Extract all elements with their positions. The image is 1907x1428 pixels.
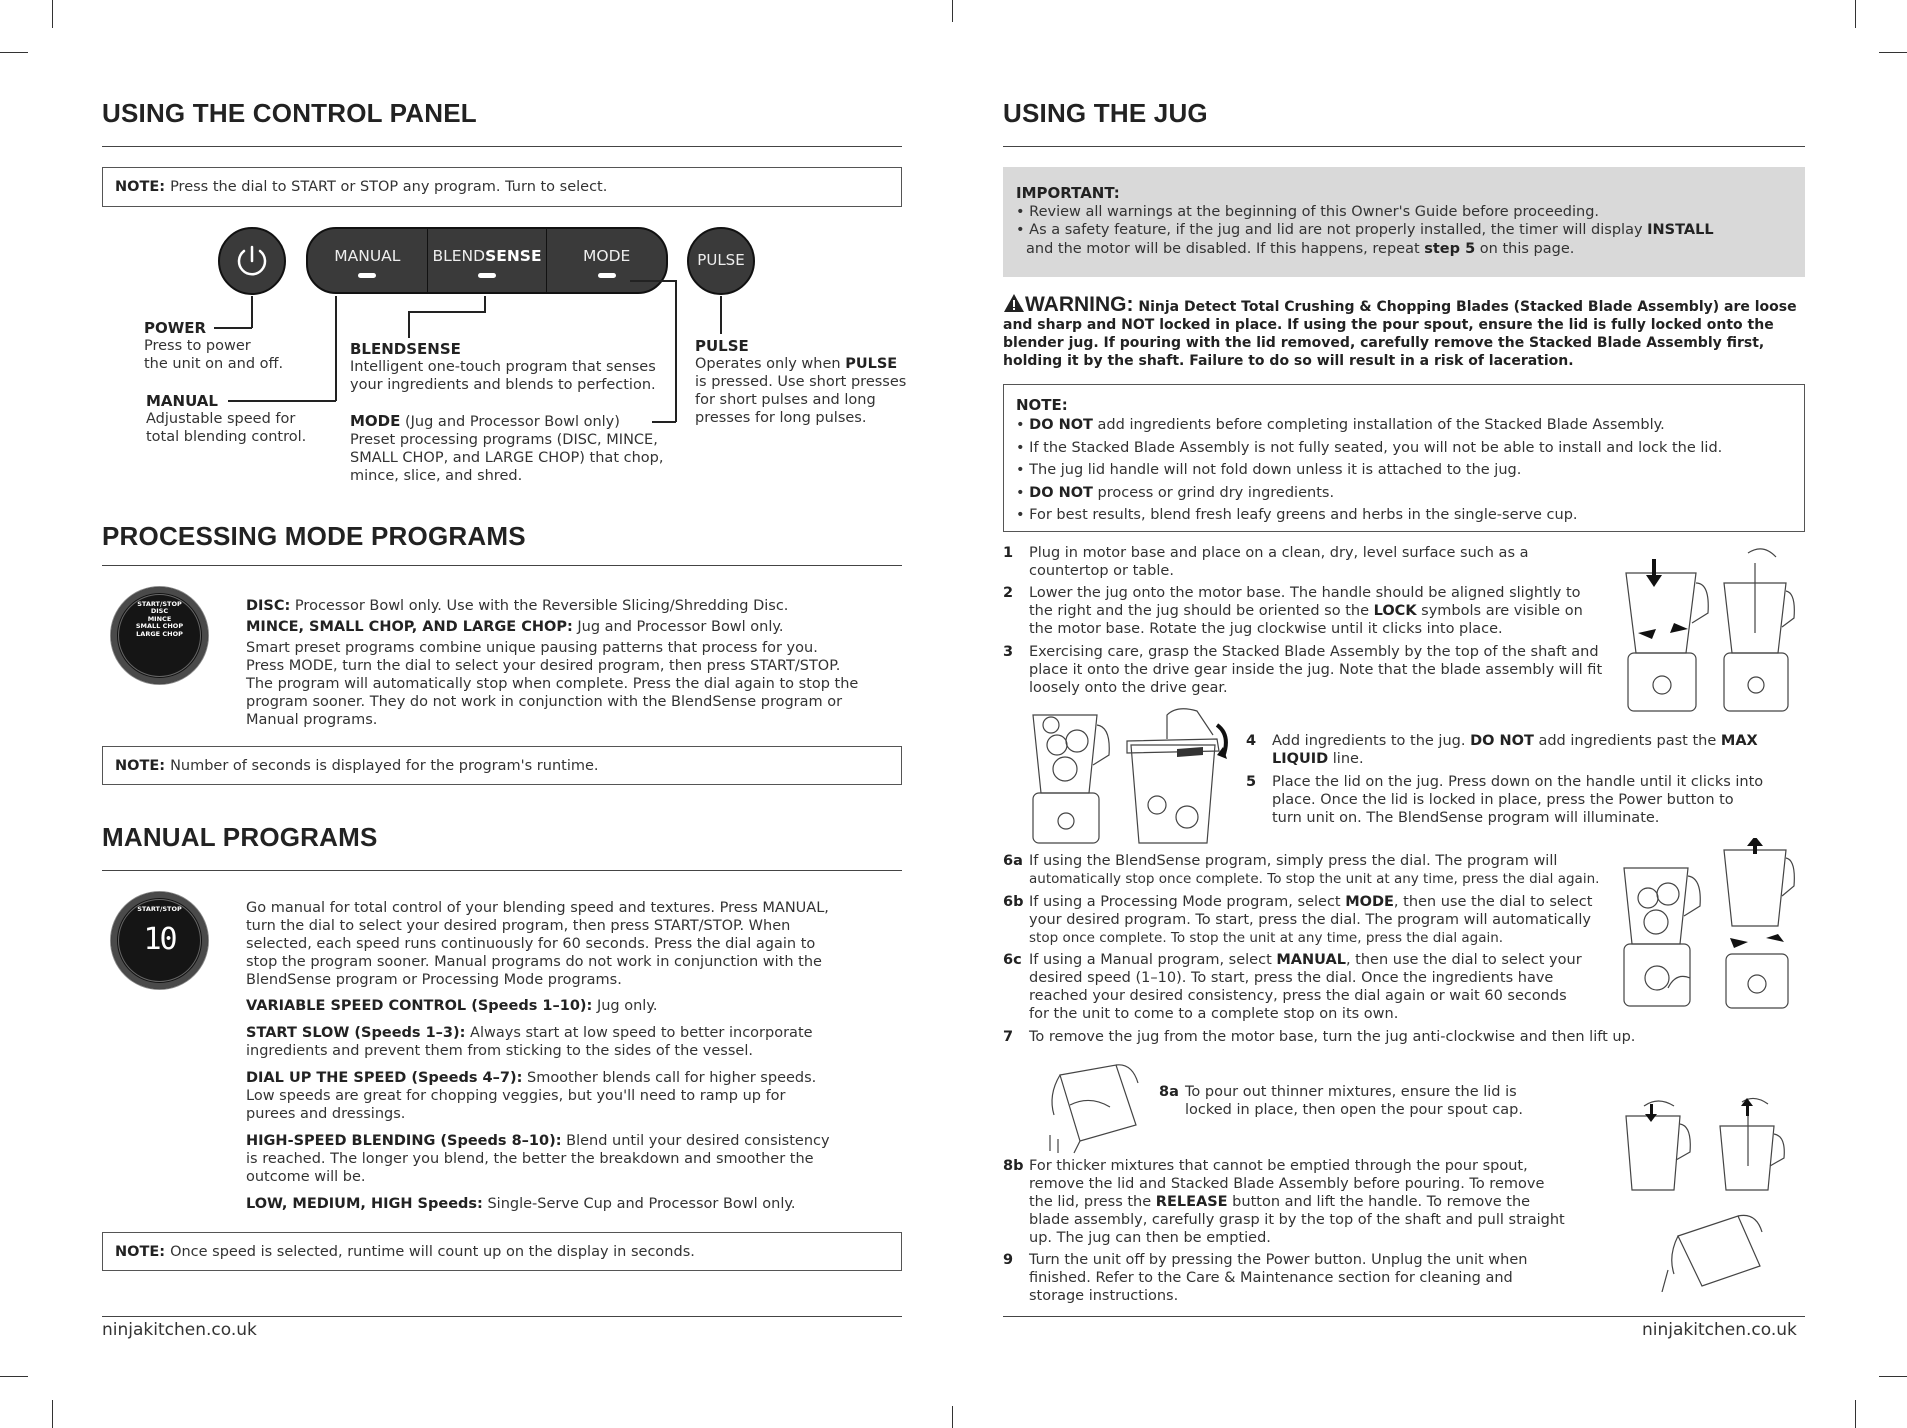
crop-mark bbox=[0, 52, 28, 53]
step-2: 2 Lower the jug onto the motor base. The handle should be aligned slightly to the right and the jug should be oriented so the LOCK symbols are visible on the motor base. Rotate the jug clockwise until it clicks into place. bbox=[1003, 585, 1583, 637]
step-4: 4 Add ingredients to the jug. DO NOT add ingredients past the MAX LIQUID line. bbox=[1246, 733, 1758, 767]
footer-rule bbox=[102, 1316, 902, 1317]
processing-title: PROCESSING MODE PROGRAMS bbox=[102, 521, 526, 551]
manual-title: MANUAL PROGRAMS bbox=[102, 822, 378, 852]
program-buttons bbox=[306, 227, 668, 294]
indicator-light bbox=[478, 273, 496, 278]
jug-title: USING THE JUG bbox=[1003, 98, 1208, 128]
title-rule bbox=[102, 565, 902, 566]
jug-ingredients-illustration bbox=[1027, 705, 1232, 845]
indicator-light bbox=[358, 273, 376, 278]
power-icon bbox=[220, 229, 284, 293]
crop-mark bbox=[1879, 52, 1907, 53]
processing-dial[interactable] bbox=[111, 587, 208, 684]
power-callout: POWER Press to power the unit on and off. bbox=[144, 319, 284, 372]
crop-mark bbox=[1855, 1400, 1856, 1428]
pulse-callout: PULSE Operates only when PULSE is pressed. Use short presses for short pulses and long presses for long pulses. bbox=[695, 337, 907, 426]
indicator-light bbox=[598, 273, 616, 278]
title-rule bbox=[102, 870, 902, 871]
processing-text: DISC: Processor Bowl only. Use with the Reversible Slicing/Shredding Disc. MINCE, SMALL CHOP, AND LARGE CHOP: Jug and Processor Bowl only. Smart preset programs combine unique pausing patterns that process for you. Press MODE, turn the dial to select your desired program, then press START/STOP. The program will automatically stop when complete. Press the dial again to stop the program sooner. They do not work in conjunction with the BlendSense program or Manual programs. bbox=[246, 598, 859, 728]
crop-mark bbox=[0, 1376, 28, 1377]
pulse-button[interactable]: PULSE bbox=[687, 227, 755, 295]
power-button[interactable] bbox=[218, 227, 286, 295]
footer-rule bbox=[1003, 1316, 1805, 1317]
blendsense-leader bbox=[408, 311, 486, 313]
crop-mark bbox=[952, 0, 953, 22]
title-rule bbox=[1003, 146, 1805, 147]
crop-mark bbox=[52, 0, 53, 28]
dial-label-list: START/STOP DISC MINCE SMALL CHOP LARGE CHOP bbox=[135, 600, 184, 638]
manual-button[interactable]: MANUAL bbox=[308, 229, 427, 292]
warning-text: WARNING: Ninja Detect Total Crushing & Chopping Blades (Stacked Blade Assembly) are loose and sharp and NOT locked in place. If using the pour spout, ensure the lid is fully locked onto the blender jug. If pouring with the lid removed, carefully remove the Stacked Blade Assembly first, holding it by the shaft. Failure to do so will result in a risk of laceration. bbox=[1003, 293, 1797, 369]
dial-label: START/STOP bbox=[137, 905, 182, 913]
crop-mark bbox=[1855, 0, 1856, 28]
blendsense-button[interactable]: BLENDSENSE bbox=[427, 229, 547, 292]
footer-url[interactable]: ninjakitchen.co.uk bbox=[1642, 1320, 1797, 1340]
step-3: 3 Exercising care, grasp the Stacked Blade Assembly by the top of the shaft and place it onto the drive gear inside the jug. Note that the blade assembly will fit loosely onto the drive gear. bbox=[1003, 644, 1603, 696]
pulse-leader bbox=[720, 296, 722, 334]
manual-note: NOTE: Once speed is selected, runtime will count up on the display in seconds. bbox=[102, 1232, 902, 1271]
jug-empty-illustration bbox=[1618, 1096, 1788, 1292]
manual-callout: MANUAL Adjustable speed for total blending control. bbox=[146, 392, 307, 445]
step-1: 1 Plug in motor base and place on a clean, dry, level surface such as a countertop or table. bbox=[1003, 545, 1529, 579]
mode-callout: MODE (Jug and Processor Bowl only) Preset processing programs (DISC, MINCE, SMALL CHOP, and LARGE CHOP) that chop, mince, slice, and shred. bbox=[350, 412, 664, 484]
jug-blending-illustration bbox=[1618, 838, 1796, 1013]
crop-mark bbox=[1879, 1376, 1907, 1377]
manual-leader bbox=[335, 296, 337, 401]
footer-url[interactable]: ninjakitchen.co.uk bbox=[102, 1320, 257, 1340]
step-7: 7 To remove the jug from the motor base, turn the jug anti-clockwise and then lift up. bbox=[1003, 1029, 1636, 1045]
manual-text: Go manual for total control of your blending speed and textures. Press MANUAL, turn the dial to select your desired program, then press START/STOP. When selected, each speed runs continuously for 60 seconds. Press the dial again to stop the program sooner. Manual programs do not work in conjunction with the BlendSense program or Processing Mode programs. VARIABLE SPEED CONTROL (Speeds 1–10): Jug only. START SLOW (Speeds 1–3): Always start at low speed to better incorporate ingredients and prevent them from sticking to the sides of the vessel. DIAL UP THE SPEED (Speeds 4–7): Smoother blends call for higher speeds. Low speeds are great for chopping veggies, but you'll need to ramp up for purees and dressings. HIGH-SPEED BLENDING (Speeds 8–10): Blend until your desired consistency is reached. The longer you blend, the better the breakdown and smoother the outcome will be. LOW, MEDIUM, HIGH Speeds: Single-Serve Cup and Processor Bowl only. bbox=[246, 900, 830, 1212]
jug-note-text: NOTE: • DO NOT add ingredients before completing installation of the Stacked Blade Assembly. • If the Stacked Blade Assembly is not fully seated, you will not be able to install and lock the lid. • The jug lid handle will not fold down unless it is attached to the jug. • DO NOT process or grind dry ingredients. • For best results, blend fresh leafy greens and herbs in the single-serve cup. bbox=[1016, 396, 1723, 523]
control-panel-title: USING THE CONTROL PANEL bbox=[102, 98, 477, 128]
manual-dial[interactable] bbox=[111, 892, 208, 989]
important-text: IMPORTANT: • Review all warnings at the beginning of this Owner's Guide before proceeding. • As a safety feature, if the jug and lid are not properly installed, the timer will display INSTALL and the motor will be disabled. If this happens, repeat step 5 on this page. bbox=[1016, 184, 1714, 257]
step-6b: 6b If using a Processing Mode program, select MODE, then use the dial to select your desired program. To start, press the dial. The program will automatically stop once complete. To stop the unit at any time, press the dial again. bbox=[1003, 894, 1593, 946]
step-8b: 8b For thicker mixtures that cannot be emptied through the pour spout, remove the lid and Stacked Blade Assembly before pouring. To remove the lid, press the RELEASE button and lift the handle. To remove the blade assembly, carefully grasp it by the top of the shaft and pull straight up. The jug can then be emptied. bbox=[1003, 1158, 1565, 1246]
jug-pour-illustration bbox=[1040, 1055, 1152, 1155]
speed-display: 10 bbox=[143, 922, 176, 957]
warning-icon bbox=[1003, 293, 1025, 313]
blendsense-callout: BLENDSENSE Intelligent one-touch program that senses your ingredients and blends to perfection. bbox=[350, 340, 656, 393]
step-8a: 8a To pour out thinner mixtures, ensure the lid is locked in place, then open the pour spout cap. bbox=[1159, 1084, 1523, 1118]
processing-note: NOTE: Number of seconds is displayed for the program's runtime. bbox=[102, 746, 902, 785]
step-6a: 6a If using the BlendSense program, simply press the dial. The program will automatically stop once complete. To stop the unit at any time, press the dial again. bbox=[1003, 853, 1600, 887]
mode-leader bbox=[675, 280, 677, 422]
mode-leader bbox=[630, 280, 676, 282]
crop-mark bbox=[52, 1400, 53, 1428]
blendsense-leader bbox=[484, 296, 486, 312]
step-9: 9 Turn the unit off by pressing the Power button. Unplug the unit when finished. Refer to the Care & Maintenance section for cleaning and storage instructions. bbox=[1003, 1252, 1528, 1304]
step-5: 5 Place the lid on the jug. Press down on the handle until it clicks into place. Once the lid is locked in place, press the Power button to turn unit on. The BlendSense program will illuminate. bbox=[1246, 774, 1764, 826]
step-6c: 6c If using a Manual program, select MANUAL, then use the dial to select your desired speed (1–10). To start, press the dial. Once the ingredients have reached your desired consistency, press the dial again or wait 60 seconds for the unit to come to a complete stop on its own. bbox=[1003, 952, 1582, 1022]
mode-button[interactable]: MODE bbox=[546, 229, 666, 292]
control-panel-note: NOTE: Press the dial to START or STOP any program. Turn to select. bbox=[102, 167, 902, 207]
title-rule bbox=[102, 146, 902, 147]
jug-install-illustration bbox=[1618, 543, 1796, 713]
crop-mark bbox=[952, 1406, 953, 1428]
blendsense-leader bbox=[408, 311, 410, 338]
